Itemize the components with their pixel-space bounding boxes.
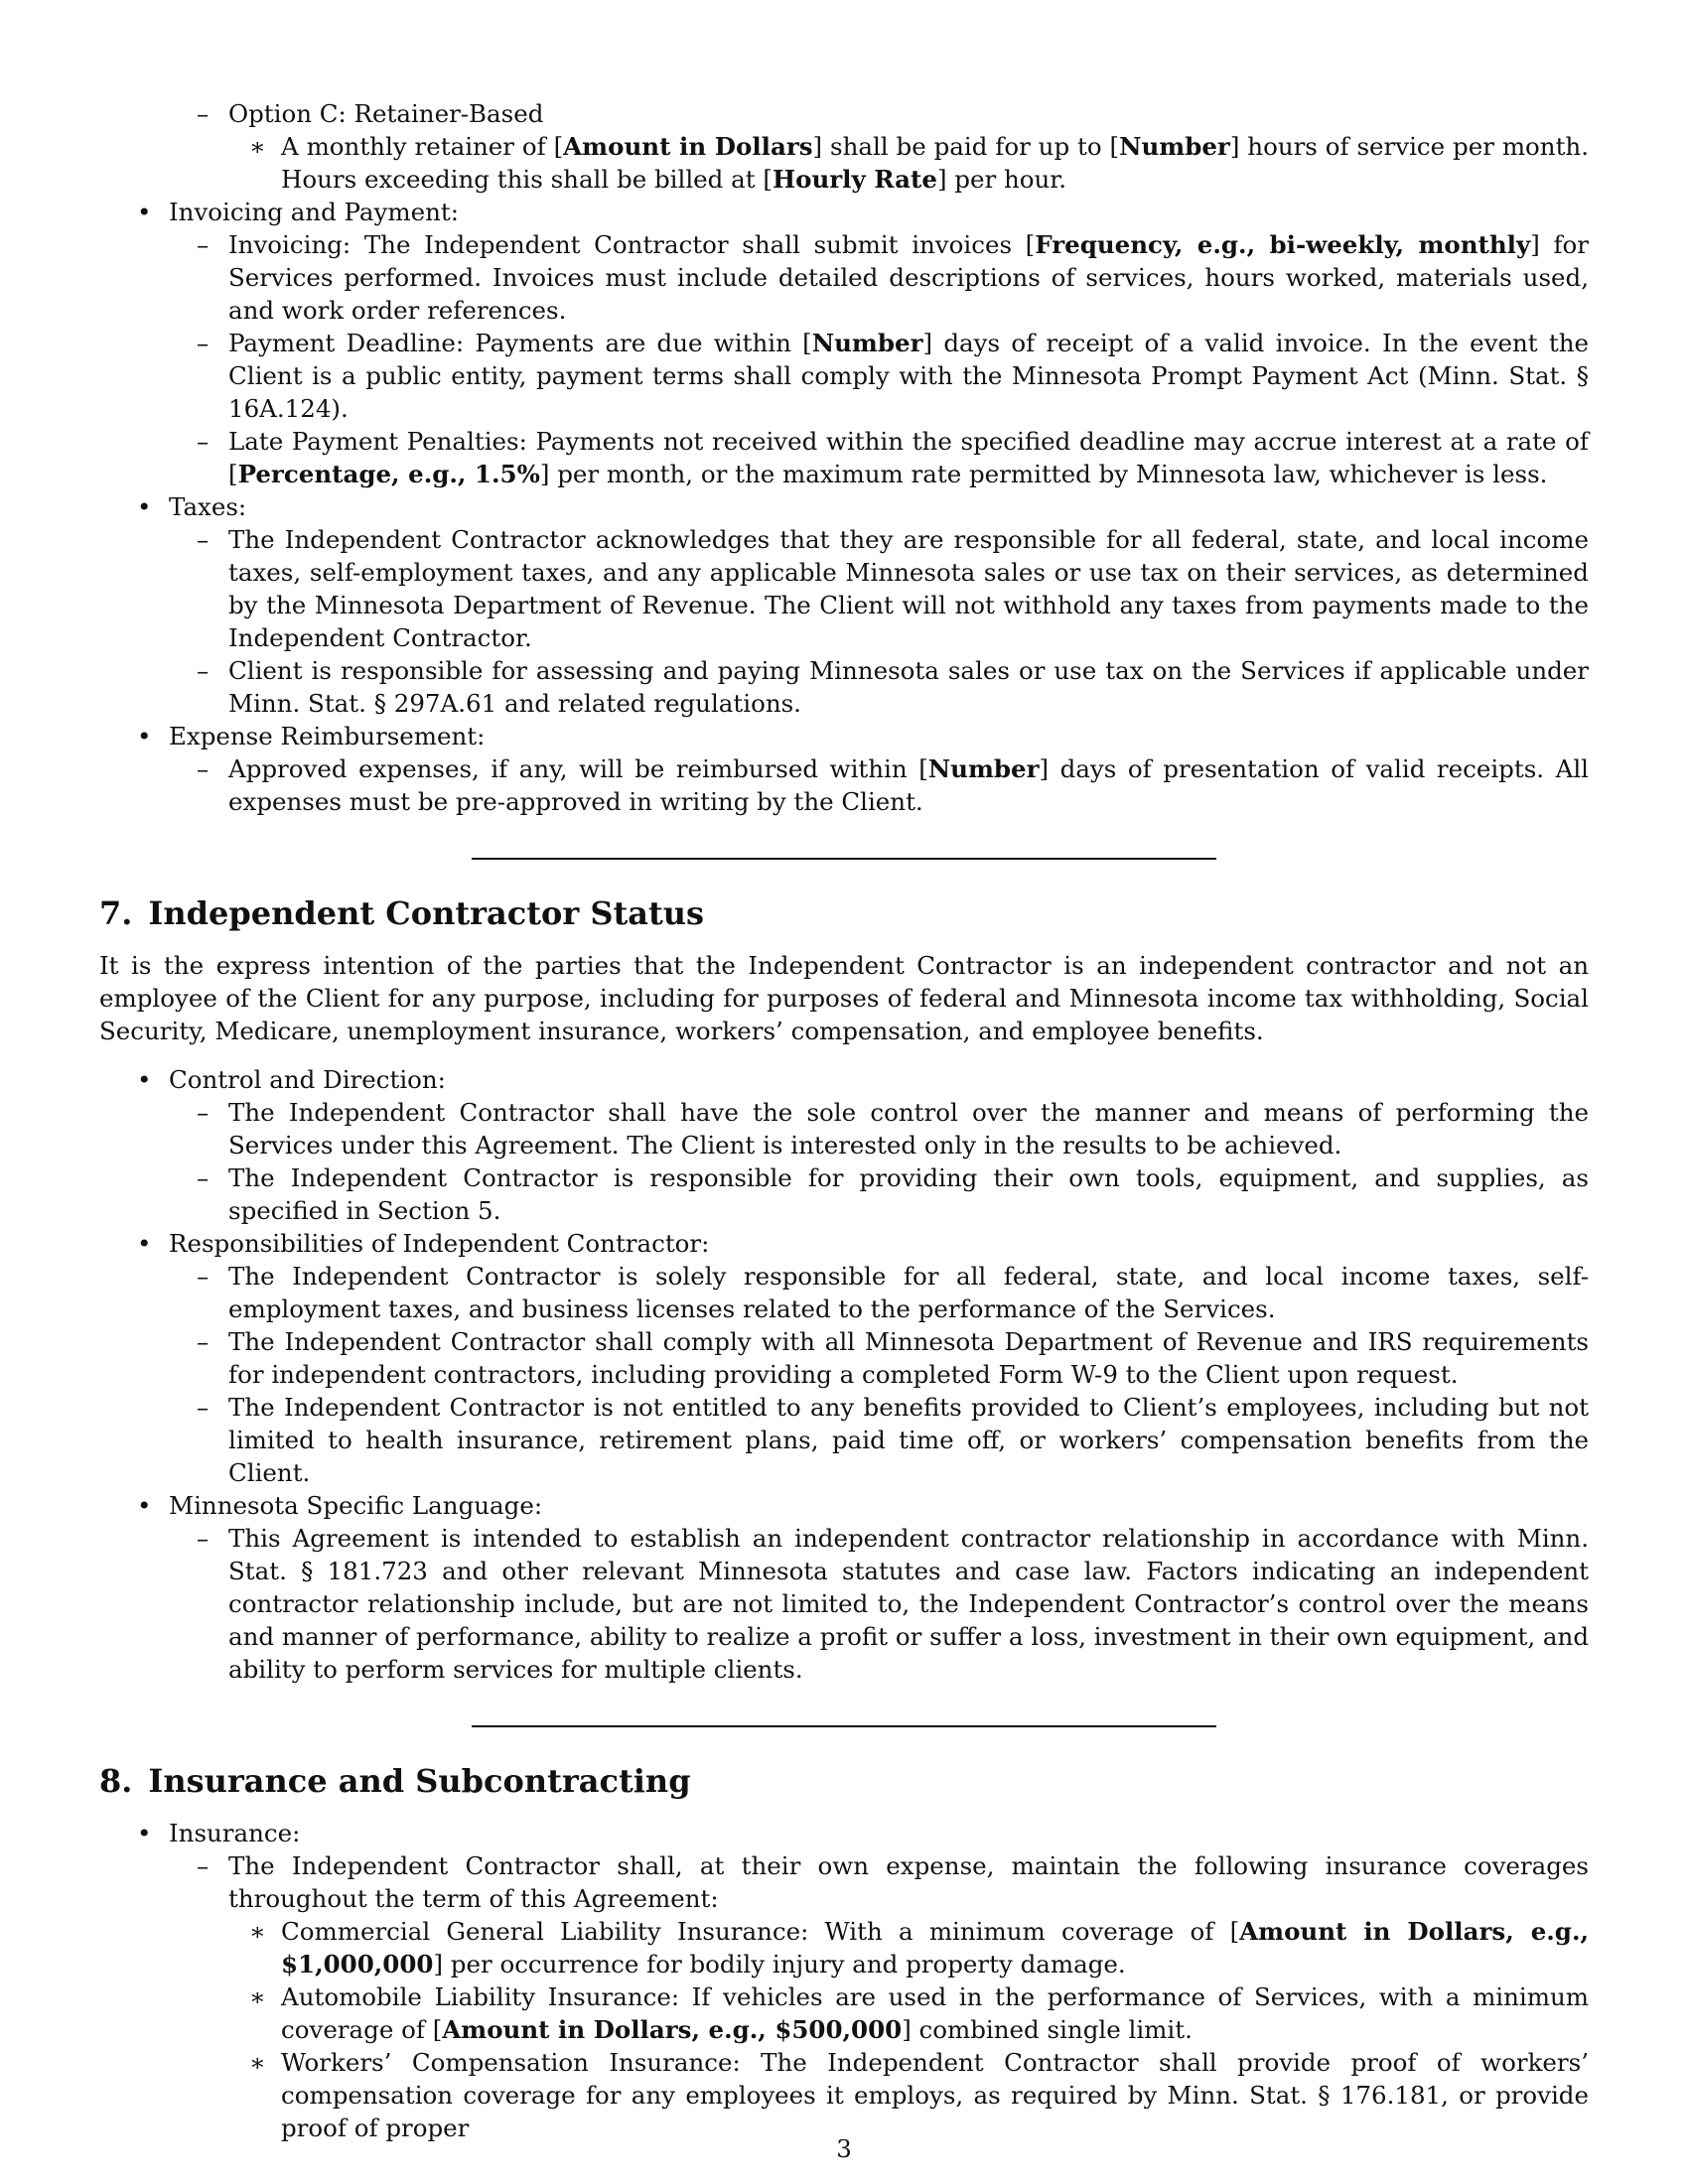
- invoicing-payment-item: • Invoicing and Payment:: [99, 196, 1589, 228]
- taxes-item-2: – Client is responsible for assessing and paying Minnesota sales or use tax on the Services if applicable under Minn. Stat. § 297A.61 and related regulations.: [99, 654, 1589, 720]
- section-8-list: [99, 1817, 1589, 2144]
- late-payment-item: – Late Payment Penalties: Payments not received within the specified deadline may accrue interest at a rate of [Percentage, e.g., 1.5%] per month, or the maximum rate permitted by Minnesota law, whichever is less.: [99, 425, 1589, 490]
- responsibility-2: – The Independent Contractor shall comply with all Minnesota Department of Revenue and IRS requirements for independent contractors, including providing a completed Form W-9 to the Client upon request.: [99, 1325, 1589, 1391]
- section-7-list: [99, 1063, 1589, 1686]
- insurance-item: • Insurance:: [99, 1817, 1589, 1849]
- cgl-insurance-item: ∗ Commercial General Liability Insurance: With a minimum coverage of [Amount in Dollars, e.g., $1,000,000] per occurrence for bodily injury and property damage.: [99, 1915, 1589, 1980]
- insurance-detail: – The Independent Contractor shall, at their own expense, maintain the following insurance coverages throughout the term of this Agreement:: [99, 1849, 1589, 1915]
- control-item-2: – The Independent Contractor is responsible for providing their own tools, equipment, and supplies, as specified in Section 5.: [99, 1161, 1589, 1227]
- workers-comp-item: ∗ Workers’ Compensation Insurance: The Independent Contractor shall provide proof of workers’ compensation coverage for any employees it employs, as required by Minn. Stat. § 176.181, or provide proof of proper: [99, 2046, 1589, 2144]
- auto-insurance-item: ∗ Automobile Liability Insurance: If vehicles are used in the performance of Services, with a minimum coverage of [Amount in Dollars, e.g., $500,000] combined single limit.: [99, 1980, 1589, 2046]
- control-direction-item: • Control and Direction:: [99, 1063, 1589, 1096]
- expense-item: • Expense Reimbursement:: [99, 720, 1589, 752]
- responsibility-3: – The Independent Contractor is not entitled to any benefits provided to Client’s employees, including but not limited to health insurance, retirement plans, paid time off, or workers’ compensation benefits from the Client.: [99, 1391, 1589, 1489]
- page-content: [99, 97, 1589, 2144]
- payment-terms-list: [99, 97, 1589, 818]
- section-divider: [472, 858, 1216, 860]
- expense-detail: – Approved expenses, if any, will be reimbursed within [Number] days of presentation of valid receipts. All expenses must be pre-approved in writing by the Client.: [99, 752, 1589, 818]
- option-c-item: – Option C: Retainer-Based: [99, 97, 1589, 130]
- minnesota-language-detail: – This Agreement is intended to establish an independent contractor relationship in accordance with Minn. Stat. § 181.723 and other relevant Minnesota statutes and case law. Factors indicating an independent contractor relationship include, but are not limited to, the Independent Contractor’s control over the means and manner of performance, ability to realize a profit or suffer a loss, investment in their own equipment, and ability to perform services for multiple clients.: [99, 1522, 1589, 1686]
- invoicing-item: – Invoicing: The Independent Contractor shall submit invoices [Frequency, e.g., bi-weekly, monthly] for Services performed. Invoices must include detailed descriptions of services, hours worked, materials used, and work order references.: [99, 228, 1589, 327]
- responsibility-1: – The Independent Contractor is solely responsible for all federal, state, and local income taxes, self-employment taxes, and business licenses related to the performance of the Services.: [99, 1260, 1589, 1325]
- section-7-intro: It is the express intention of the parties that the Independent Contractor is an independent contractor and not an employee of the Client for any purpose, including for purposes of federal and Minnesota income tax withholding, Social Security, Medicare, unemployment insurance, workers’ compensation, and employee benefits.: [99, 951, 1589, 1045]
- page-number: 3: [836, 2134, 852, 2163]
- section-divider: [472, 1725, 1216, 1727]
- minnesota-language-item: • Minnesota Specific Language:: [99, 1489, 1589, 1522]
- responsibilities-item: • Responsibilities of Independent Contractor:: [99, 1227, 1589, 1260]
- section-7-heading: 7. Independent Contractor Status: [99, 894, 705, 932]
- taxes-item-1: – The Independent Contractor acknowledges that they are responsible for all federal, state, and local income taxes, self-employment taxes, and any applicable Minnesota sales or use tax on their services, as determined by the Minnesota Department of Revenue. The Client will not withhold any taxes from payments made to the Independent Contractor.: [99, 523, 1589, 654]
- section-8-heading: 8. Insurance and Subcontracting: [99, 1762, 691, 1800]
- payment-deadline-item: – Payment Deadline: Payments are due within [Number] days of receipt of a valid invoice. In the event the Client is a public entity, payment terms shall comply with the Minnesota Prompt Payment Act (Minn. Stat. § 16A.124).: [99, 327, 1589, 425]
- taxes-item: • Taxes:: [99, 490, 1589, 523]
- option-c-detail: ∗ A monthly retainer of [Amount in Dollars] shall be paid for up to [Number] hours of service per month. Hours exceeding this shall be billed at [Hourly Rate] per hour.: [99, 130, 1589, 196]
- control-item-1: – The Independent Contractor shall have the sole control over the manner and means of performing the Services under this Agreement. The Client is interested only in the results to be achieved.: [99, 1096, 1589, 1161]
